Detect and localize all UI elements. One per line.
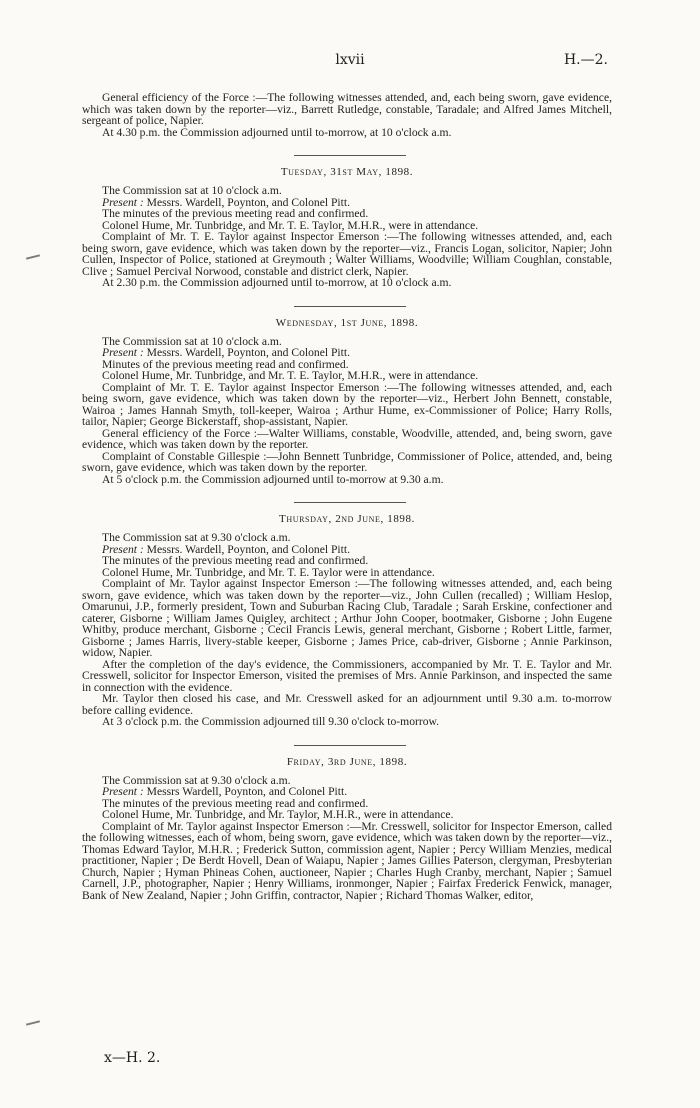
page-signature: x—H. 2. <box>104 1050 161 1066</box>
line: The Commission sat at 10 o'clock a.m. <box>102 184 282 197</box>
line: Colonel Hume, Mr. Tunbridge, and Mr. T. E. Taylor, M.H.R., were in attendance. <box>102 369 479 382</box>
minutes-body <box>0 92 700 901</box>
section-continued <box>82 92 612 138</box>
section-date: Wednesday, 1st June, 1898. <box>275 316 419 329</box>
paragraph: Complaint of Mr. T. E. Taylor against Inspector Emerson :—The following witnesses attended, and, each being sworn, gave evidence, which was taken down by the reporter—viz., Francis Logan, solicitor, Napier; John Cullen, Inspector of Police, stationed at Greymouth ; Walter Williams, Woodville; William Coughlan, constable, Clive ; Samuel Percival Norwood, constable and district clerk, Napier. <box>82 230 612 278</box>
paragraph: Complaint of Mr. Taylor against Inspector Emerson :—Mr. Cresswell, solicitor for Inspector Emerson, called the following witnesses, each of whom, being sworn, gave evidence, which was taken down by the reporter—viz., Thomas Edward Taylor, M.H.R. ; Frederick Sutton, commission agent, Napier ; Percy William Menzies, medical practitioner, Napier ; De Berdt Hovell, Dean of Waiapu, Napier ; James Gillies Paterson, clergyman, Presbyterian Church, Napier ; Hyman Phineas Cohen, auctioneer, Napier ; Charles Hugh Cranby, merchant, Napier ; Samuel Carnell, J.P., photographer, Napier ; Henry Williams, ironmonger, Napier ; Fairfax Frederick Fenwick, manager, Bank of New Zealand, Napier ; John Griffin, contractor, Napier ; Richard Thomas Walker, editor, <box>82 819 612 902</box>
margin-mark <box>26 1020 40 1025</box>
line: The Commission sat at 9.30 o'clock a.m. <box>102 531 291 544</box>
present-label: Present : <box>102 346 144 359</box>
section-tuesday <box>82 166 612 289</box>
line: The Commission sat at 9.30 o'clock a.m. <box>102 773 291 787</box>
paragraph: General efficiency of the Force :—The following witnesses attended, and, each being sworn, gave evidence, which was taken down by the reporter—viz., Barrett Rutledge, constable, Taradale; and Alfred James Mitchell, sergeant of police, Napier. <box>82 91 612 127</box>
paragraph: At 5 o'clock p.m. the Commission adjourned until to-morrow at 9.30 a.m. <box>102 472 444 486</box>
line: Colonel Hume, Mr. Tunbridge, and Mr. T. E. Taylor were in attendance. <box>102 565 435 579</box>
present-label: Present : <box>102 195 144 209</box>
present-line <box>82 786 612 798</box>
section-date: Friday, 3rd June, 1898. <box>286 755 408 768</box>
section-date: Tuesday, 31st May, 1898. <box>280 166 414 178</box>
paragraph: General efficiency of the Force :—Walter Williams, constable, Woodville, attended, and, being sworn, gave evidence, which was taken down by the reporter. <box>82 426 612 451</box>
paragraph: Complaint of Constable Gillespie :—John Bennett Tunbridge, Commissioner of Police, attended, and, being sworn, gave evidence, which was taken down by the reporter. <box>82 449 612 474</box>
paragraph: At 2.30 p.m. the Commission adjourned until to-morrow, at 10 o'clock a.m. <box>102 276 452 289</box>
paragraph: Mr. Taylor then closed his case, and Mr. Cresswell asked for an adjournment until 9.30 a.m. to-morrow before calling evidence. <box>82 692 612 717</box>
page-number: lxvii <box>335 52 365 68</box>
line: The Commission sat at 10 o'clock a.m. <box>102 334 282 348</box>
line: Colonel Hume, Mr. Tunbridge, and Mr. Taylor, M.H.R., were in attendance. <box>102 808 454 821</box>
paragraph: Complaint of Mr. Taylor against Inspector Emerson :—The following witnesses attended, and, each being sworn, gave evidence, which was taken down by the reporter—viz., John Cullen (recalled) ; William Heslop, Omarunui, J.P., formerly president, Town and Suburban Racing Club, Taradale ; Sarah Erskine, confectioner and caterer, Gisborne ; William James Quigley, architect ; Arthur John Cooper, bootmaker, Gisborne ; John Eugene Whitby, produce merchant, Gisborne ; Cecil Francis Lewis, general merchant, Gisborne ; Robert Little, farmer, Gisborne ; James Harris, livery-stable keeper, Gisborne ; James Price, cab-driver, Gisborne ; Annie Parkinson, widow, Napier. <box>82 577 612 659</box>
present-label: Present : <box>102 542 144 556</box>
divider <box>294 155 406 156</box>
section-thursday <box>82 513 612 728</box>
paragraph: After the completion of the day's evidence, the Commissioners, accompanied by Mr. T. E. Taylor and Mr. Cresswell, solicitor for Inspector Emerson, visited the premises of Mrs. Annie Parkinson, and inspected the same in connection with the evidence. <box>82 657 612 694</box>
paper-reference: H.—2. <box>563 52 608 68</box>
section-friday <box>82 756 612 902</box>
paragraph: Complaint of Mr. T. E. Taylor against Inspector Emerson :—The following witnesses attended, and, each being sworn, gave evidence, which was taken down by the reporter—viz., Herbert John Bennett, constable, Wairoa ; James Hannah Smyth, toll-keeper, Wairoa ; Arthur Hume, ex-Commissioner of Police; Harry Rolls, tailor, Napier; George Bickerstaff, shop-assistant, Napier. <box>82 380 612 428</box>
line: The minutes of the previous meeting read and confirmed. <box>102 207 369 220</box>
present-text: Messrs. Wardell, Poynton, and Colonel Pitt. <box>143 346 350 359</box>
page-header <box>0 52 700 76</box>
present-label: Present : <box>102 785 144 798</box>
present-text: Messrs Wardell, Poynton, and Colonel Pitt. <box>143 785 348 798</box>
line: The minutes of the previous meeting read and confirmed. <box>102 554 369 567</box>
divider <box>294 745 406 746</box>
divider <box>294 306 406 307</box>
section-wednesday <box>82 317 612 486</box>
paragraph: At 3 o'clock p.m. the Commission adjourned till 9.30 o'clock to-morrow. <box>102 715 440 728</box>
paragraph: At 4.30 p.m. the Commission adjourned until to-morrow, at 10 o'clock a.m. <box>102 125 452 139</box>
section-date: Thursday, 2nd June, 1898. <box>279 513 415 525</box>
present-text: Messrs. Wardell, Poynton, and Colonel Pitt. <box>143 542 350 556</box>
present-line <box>82 347 612 359</box>
line: Minutes of the previous meeting read and confirmed. <box>102 357 349 371</box>
line: Colonel Hume, Mr. Tunbridge, and Mr. T. E. Taylor, M.H.R., were in attendance. <box>102 218 479 232</box>
line: The minutes of the previous meeting read and confirmed. <box>102 796 369 810</box>
divider <box>294 502 406 503</box>
present-text: Messrs. Wardell, Poynton, and Colonel Pitt. <box>143 195 350 209</box>
